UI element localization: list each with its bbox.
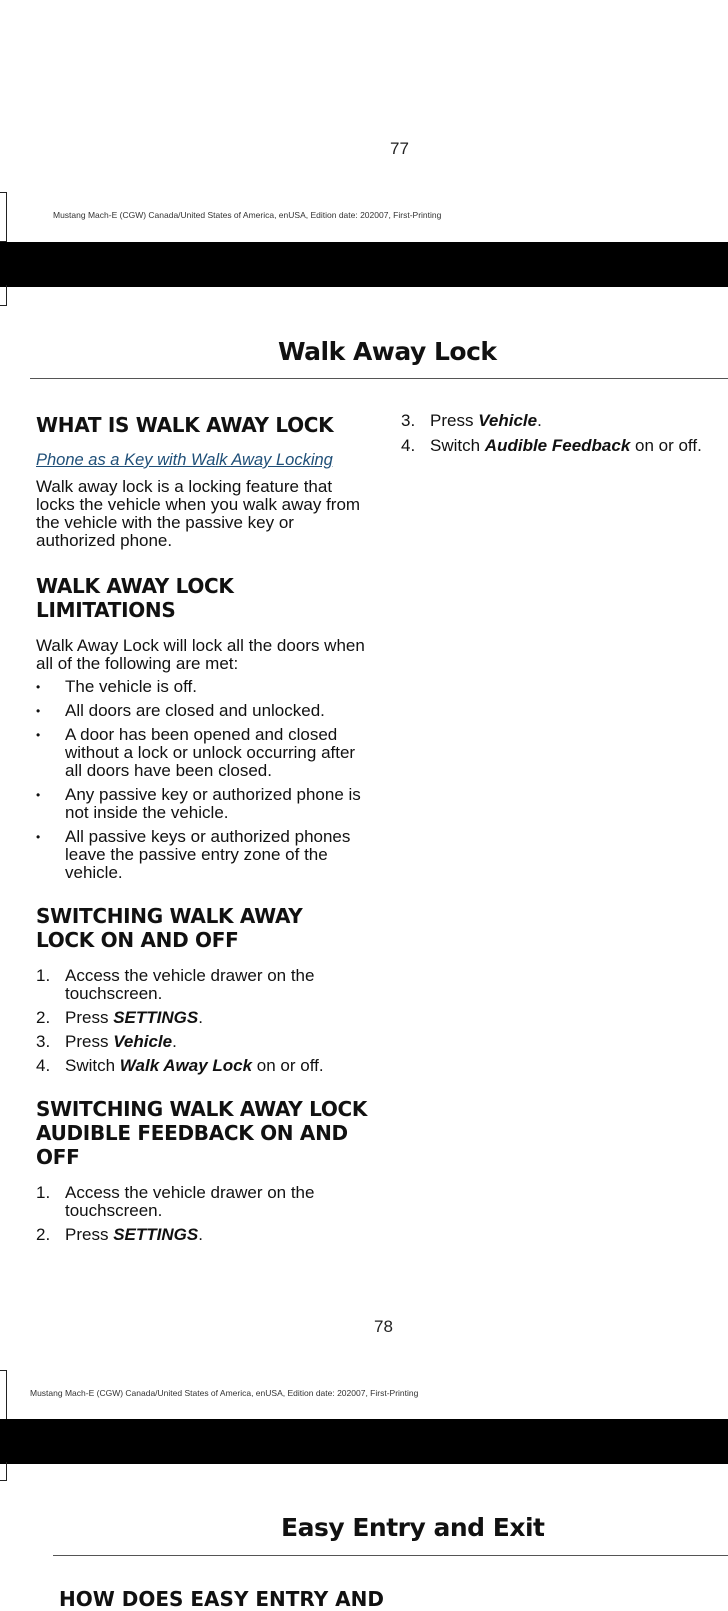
page-title: Walk Away Lock — [278, 337, 497, 366]
crop-mark — [0, 285, 7, 306]
title-rule — [30, 378, 728, 379]
page-title: Easy Entry and Exit — [281, 1513, 545, 1542]
crop-mark — [0, 192, 7, 242]
limitations-list — [36, 678, 374, 882]
list-item: 2. Press SETTINGS. — [36, 1008, 203, 1027]
section-heading: WALK AWAY LOCK LIMITATIONS — [36, 574, 234, 622]
section-heading: HOW DOES EASY ENTRY AND — [59, 1587, 384, 1611]
section-heading: SWITCHING WALK AWAY LOCK ON AND OFF — [36, 904, 303, 952]
page-footer: Mustang Mach-E (CGW) Canada/United States of America, enUSA, Edition date: 202007, First-Printing — [53, 210, 442, 220]
list-item: 3. Press Vehicle. — [401, 411, 542, 430]
list-item: 2. Press SETTINGS. — [36, 1225, 203, 1244]
page-number: 77 — [390, 139, 409, 158]
title-rule — [53, 1555, 728, 1556]
list-item: 1. Access the vehicle drawer on the touchscreen. — [36, 966, 315, 1003]
crop-mark — [0, 1462, 7, 1481]
section-heading: WHAT IS WALK AWAY LOCK — [36, 413, 334, 437]
page-separator-bar — [0, 242, 728, 287]
list-item: • The vehicle is off. — [36, 678, 374, 696]
phone-as-key-link[interactable]: Phone as a Key with Walk Away Locking — [36, 451, 333, 469]
list-item: • A door has been opened and closed without a lock or unlock occurring after all doors have been closed. — [36, 726, 374, 780]
switching-steps — [36, 967, 374, 1075]
left-column — [36, 413, 374, 1244]
audible-steps-right — [401, 412, 721, 455]
page-separator-bar — [0, 1419, 728, 1464]
audible-steps-left — [36, 1184, 374, 1244]
list-item: 4. Switch Walk Away Lock on or off. — [36, 1056, 324, 1075]
list-item: • All doors are closed and unlocked. — [36, 702, 374, 720]
page-number: 78 — [374, 1317, 393, 1336]
list-item: 1. Access the vehicle drawer on the touchscreen. — [36, 1183, 315, 1220]
list-item: 4. Switch Audible Feedback on or off. — [401, 436, 702, 455]
section-intro: Walk Away Lock will lock all the doors when all of the following are met: — [36, 636, 365, 673]
crop-mark — [0, 1370, 7, 1420]
section-heading: SWITCHING WALK AWAY LOCK AUDIBLE FEEDBACK ON AND OFF — [36, 1097, 368, 1169]
list-item: • All passive keys or authorized phones leave the passive entry zone of the vehicle. — [36, 828, 374, 882]
list-item: • Any passive key or authorized phone is not inside the vehicle. — [36, 786, 374, 822]
section-body: Walk away lock is a locking feature that locks the vehicle when you walk away from the vehicle with the passive key or authorized phone. — [36, 477, 361, 550]
page-footer: Mustang Mach-E (CGW) Canada/United States of America, enUSA, Edition date: 202007, First-Printing — [30, 1388, 419, 1398]
list-item: 3. Press Vehicle. — [36, 1032, 177, 1051]
right-column — [401, 412, 721, 455]
